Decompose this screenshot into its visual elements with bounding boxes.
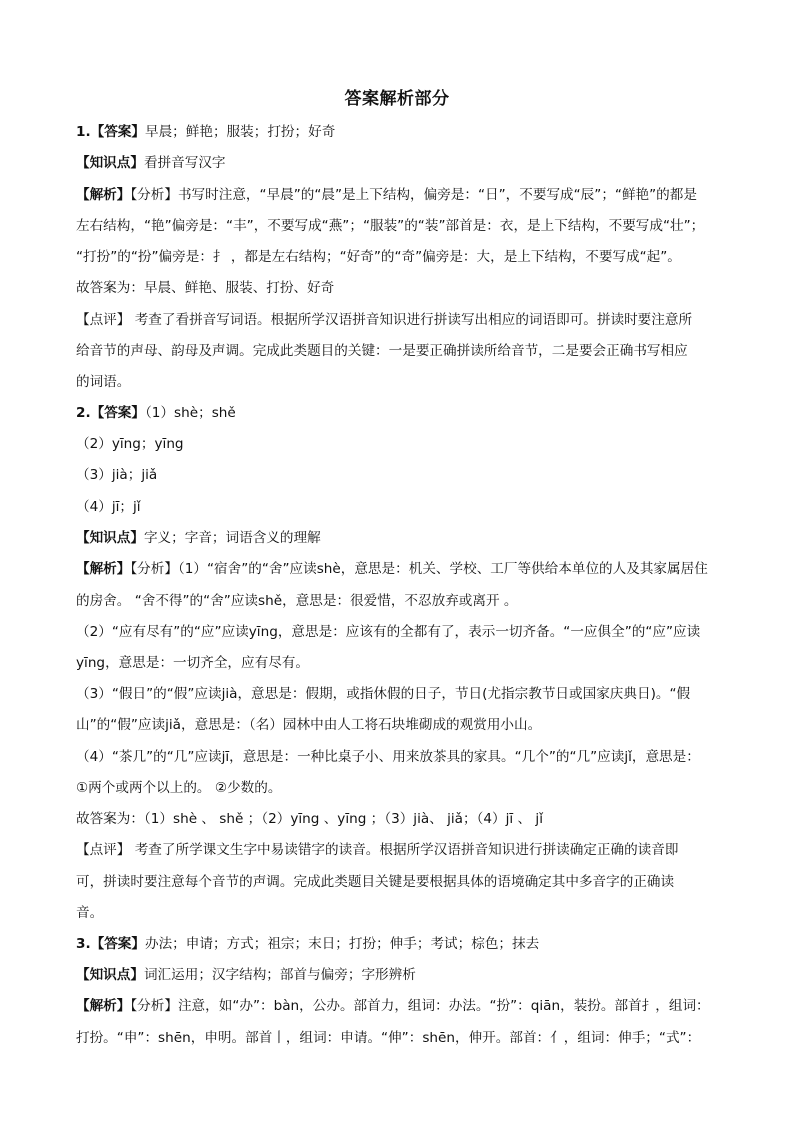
- line-label: 1.【答案】: [76, 124, 145, 140]
- line-text: 山”的“假”应读jiǎ，意思是：（名）园林中由人工将石块堆砌成的观赏用小山。: [76, 717, 542, 733]
- line-label: 【知识点】: [76, 530, 144, 546]
- line-text: yīng，意思是：一切齐全，应有尽有。: [76, 655, 309, 671]
- text-line: [76, 278, 334, 298]
- line-text: 打扮。“申”：shēn，申明。部首丨，组词：申请。“伸”：shēn，伸开。部首：亻，组词：伸手；“式”：: [76, 1030, 701, 1046]
- text-line: [76, 310, 692, 330]
- line-text: 【分析】书写时注意，“早晨”的“晨”是上下结构，偏旁是：“日”，不要写成“辰”；“鲜艳”的都是: [130, 187, 697, 203]
- line-label: 【解析】: [76, 998, 131, 1014]
- line-text: （2）yīng；yīng: [76, 436, 184, 452]
- text-line: [76, 715, 541, 735]
- text-line: [76, 996, 710, 1016]
- line-label: 3.【答案】: [76, 936, 145, 952]
- line-text: 左右结构，“艳”偏旁是：“丰”，不要写成“燕”；“服装”的“装”部首是：衣，是上下结构，不要写成“壮”；: [76, 218, 705, 234]
- text-line: [76, 684, 690, 704]
- line-text: 给音节的声母、韵母及声调。完成此类题目的关键：一是要正确拼读所给音节，二是要会正确书写相应: [76, 343, 688, 359]
- text-line: [76, 778, 281, 798]
- line-text: 早晨；鲜艳；服装；打扮；好奇: [145, 124, 336, 140]
- line-text: （4）jī；jǐ: [76, 499, 141, 515]
- text-line: [76, 653, 309, 673]
- line-text: 的词语。: [76, 374, 131, 390]
- line-text: 故答案为：早晨、鲜艳、服装、打扮、好奇: [76, 280, 335, 296]
- line-text: 字义；字音；词语含义的理解: [143, 530, 321, 546]
- text-line: [76, 965, 416, 985]
- line-text: （4）“茶几”的“几”应读jī，意思是：一种比桌子小、用来放茶具的家具。“几个”的“几”应读jǐ，意思是：: [76, 749, 700, 765]
- line-text: （3）“假日”的“假”应读jià，意思是：假期，或指休假的日子，节日(尤指宗教节日或国家庆典日)。“假: [76, 686, 691, 702]
- text-line: [76, 872, 674, 892]
- line-text: （3）jià；jiǎ: [76, 467, 158, 483]
- line-label: 【知识点】: [76, 967, 144, 983]
- line-text: 看拼音写汉字: [143, 155, 226, 171]
- text-line: [76, 903, 103, 923]
- line-label: 2.【答案】: [76, 405, 145, 421]
- line-text: 【点评】 考查了看拼音写词语。根据所学汉语拼音知识进行拼读写出相应的词语即可。拼读时要注意所: [76, 312, 693, 328]
- line-label: 【解析】: [76, 187, 131, 203]
- text-line: [76, 934, 539, 954]
- text-line: [76, 591, 518, 611]
- text-line: [76, 403, 236, 423]
- text-line: [76, 122, 335, 142]
- line-text: 可，拼读时要注意每个音节的声调。完成此类题目关键是要根据具体的语境确定其中多音字的正确读: [76, 874, 675, 890]
- text-line: [76, 341, 688, 361]
- line-text: “打扮”的“扮”偏旁是：扌 ，都是左右结构；“好奇”的“奇”偏旁是：大，是上下结构，不要写成“起”。: [76, 249, 681, 265]
- line-text: （2）“应有尽有”的“应”应读yīng，意思是：应该有的全都有了，表示一切齐备。“一应俱全”的“应”应读: [76, 624, 701, 640]
- line-text: （1）shè；shě: [145, 405, 236, 421]
- page-title: 答案解析部分: [344, 89, 450, 109]
- text-line: [76, 747, 700, 767]
- line-text: 【分析】注意，如“办”：bàn，公办。部首力，组词：办法。“扮”：qiān，装扮。部首扌，组词：: [130, 998, 710, 1014]
- text-line: [76, 809, 543, 829]
- line-label: 【知识点】: [76, 155, 144, 171]
- text-line: [76, 559, 708, 579]
- text-line: [76, 1028, 700, 1048]
- text-line: [76, 216, 704, 236]
- text-line: [76, 153, 226, 173]
- line-text: 词汇运用；汉字结构；部首与偏旁；字形辨析: [143, 967, 416, 983]
- line-text: 音。: [76, 905, 104, 921]
- text-line: [76, 185, 697, 205]
- text-line: [76, 372, 130, 392]
- line-label: 【解析】: [76, 561, 131, 577]
- text-line: [76, 622, 700, 642]
- text-line: [76, 497, 141, 517]
- line-text: 【分析】（1）“宿舍”的“舍”应读shè，意思是：机关、学校、工厂等供给本单位的人及其家属居住: [130, 561, 708, 577]
- line-text: 故答案为：（1）shè 、 shě ；（2）yīng 、yīng ；（3）jià、 jiǎ；（4）jī 、 jǐ: [76, 811, 543, 827]
- text-line: [76, 840, 678, 860]
- text-line: [76, 465, 157, 485]
- text-line: [76, 247, 681, 267]
- line-text: 【点评】 考查了所学课文生字中易读错字的读音。根据所学汉语拼音知识进行拼读确定正确的读音即: [76, 842, 679, 858]
- text-line: [76, 434, 184, 454]
- text-line: [76, 528, 321, 548]
- line-text: ①两个或两个以上的。 ②少数的。: [76, 780, 282, 796]
- line-text: 办法；申请；方式；祖宗；末日；打扮；伸手；考试；棕色；抹去: [145, 936, 540, 952]
- line-text: 的房舍。 “舍不得”的“舍”应读shě，意思是：很爱惜，不忍放弃或离开 。: [76, 593, 518, 609]
